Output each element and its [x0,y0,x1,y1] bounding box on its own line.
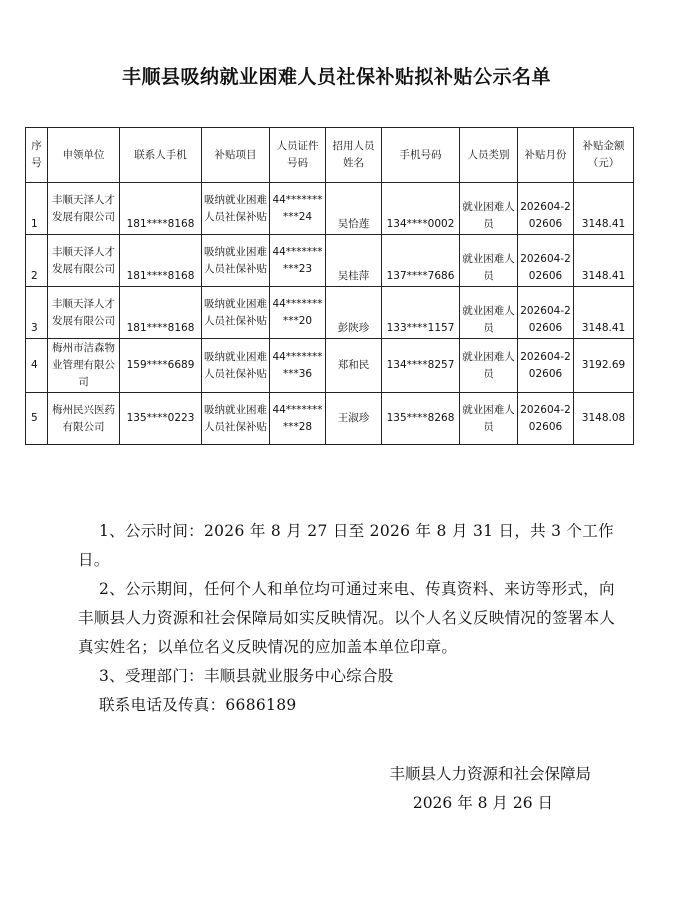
cell-no: 5 [26,393,48,445]
notice-channels: 2、公示期间，任何个人和单位均可通过来电、传真资料、来访等形式，向丰顺县人力资源和社会保障局如实反映情况。以个人名义反映情况的签署本人真实姓名；以单位名义反映情况的应加盖本单位印章。 [78,580,616,656]
header-id: 人员证件号码 [270,128,326,183]
cell-amount: 3148.41 [574,287,634,339]
cell-contact: 181****8168 [120,287,202,339]
header-contact: 联系人手机 [120,128,202,183]
notice-time: 1、公示时间：2026 年 8 月 27 日至 2026 年 8 月 31 日，共 3 个工作日。 [78,522,614,569]
cell-item: 吸纳就业困难人员社保补贴 [202,183,270,235]
cell-month: 202604-202606 [518,287,574,339]
cell-item: 吸纳就业困难人员社保补贴 [202,235,270,287]
cell-no: 4 [26,339,48,393]
cell-phone: 133****1157 [382,287,460,339]
cell-no: 3 [26,287,48,339]
header-unit: 申领单位 [48,128,120,183]
table-header-row [26,128,634,183]
cell-amount: 3148.41 [574,235,634,287]
cell-item: 吸纳就业困难人员社保补贴 [202,393,270,445]
subsidy-table [25,127,634,445]
cell-name: 吴桂萍 [326,235,382,287]
cell-item: 吸纳就业困难人员社保补贴 [202,287,270,339]
cell-unit: 丰顺天泽人才发展有限公司 [48,287,120,339]
document-title: 丰顺县吸纳就业困难人员社保补贴拟补贴公示名单 [121,66,551,88]
header-category: 人员类别 [460,128,518,183]
cell-id: 44**********20 [270,287,326,339]
table-row [26,183,634,235]
issuing-organization: 丰顺县人力资源和社会保障局 [389,765,591,783]
cell-id: 44**********36 [270,339,326,393]
issue-date: 2026 年 8 月 26 日 [412,794,553,812]
notice-department: 3、受理部门：丰顺县就业服务中心综合股 [99,667,394,685]
cell-id: 44**********28 [270,393,326,445]
cell-id: 44**********24 [270,183,326,235]
cell-month: 202604-202606 [518,339,574,393]
header-no: 序号 [26,128,48,183]
table-row [26,287,634,339]
table-row [26,393,634,445]
table-row [26,235,634,287]
cell-category: 就业困难人员 [460,287,518,339]
cell-contact: 181****8168 [120,235,202,287]
cell-amount: 3148.41 [574,183,634,235]
cell-name: 王淑珍 [326,393,382,445]
cell-phone: 137****7686 [382,235,460,287]
cell-contact: 181****8168 [120,183,202,235]
notice-body [78,517,618,720]
notice-contact-phone: 联系电话及传真：6686189 [99,696,297,714]
cell-month: 202604-202606 [518,183,574,235]
header-name: 招用人员姓名 [326,128,382,183]
cell-phone: 134****0002 [382,183,460,235]
cell-category: 就业困难人员 [460,339,518,393]
cell-id: 44**********23 [270,235,326,287]
table-row [26,339,634,393]
cell-phone: 135****8268 [382,393,460,445]
cell-month: 202604-202606 [518,393,574,445]
cell-category: 就业困难人员 [460,393,518,445]
cell-unit: 丰顺天泽人才发展有限公司 [48,183,120,235]
cell-category: 就业困难人员 [460,183,518,235]
cell-amount: 3148.08 [574,393,634,445]
cell-unit: 梅州市洁森物业管理有限公司 [48,339,120,393]
cell-amount: 3192.69 [574,339,634,393]
cell-contact: 159****6689 [120,339,202,393]
header-amount: 补贴金额（元） [574,128,634,183]
cell-month: 202604-202606 [518,235,574,287]
header-item: 补贴项目 [202,128,270,183]
cell-unit: 梅州民兴医药有限公司 [48,393,120,445]
cell-phone: 134****8257 [382,339,460,393]
cell-no: 1 [26,183,48,235]
cell-unit: 丰顺天泽人才发展有限公司 [48,235,120,287]
cell-name: 郑和民 [326,339,382,393]
header-month: 补贴月份 [518,128,574,183]
cell-contact: 135****0223 [120,393,202,445]
cell-name: 彭陕珍 [326,287,382,339]
cell-name: 吴恰莲 [326,183,382,235]
cell-item: 吸纳就业困难人员社保补贴 [202,339,270,393]
cell-no: 2 [26,235,48,287]
cell-category: 就业困难人员 [460,235,518,287]
header-phone: 手机号码 [382,128,460,183]
signature-block [389,760,591,818]
